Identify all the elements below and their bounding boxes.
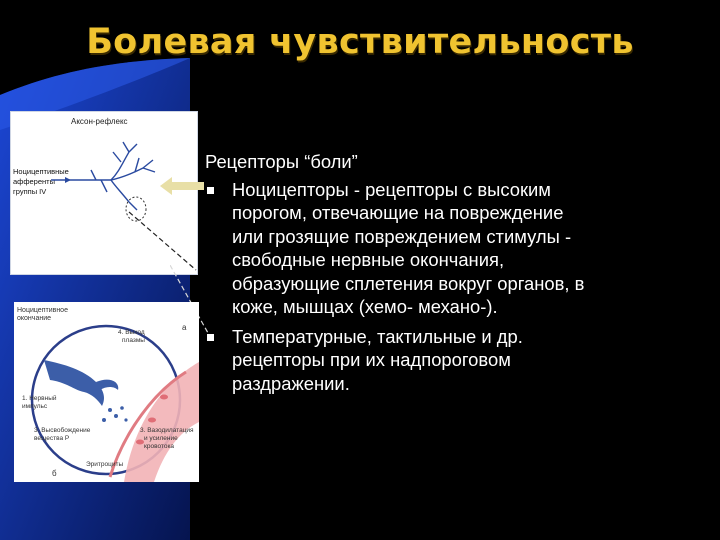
pointer-arrow-icon	[160, 176, 204, 196]
fig-label: плазмы	[122, 337, 145, 344]
bullet-text-line: раздражении.	[232, 372, 350, 394]
fig-label: окончание	[17, 315, 52, 322]
fig-label: 3. Высвобождение	[34, 427, 91, 434]
bullet-item	[205, 178, 705, 319]
fig-label: кровотока	[144, 443, 175, 450]
bullet-text-line: свободные нервные окончания,	[232, 249, 505, 270]
slide-body	[205, 150, 705, 401]
fig-label: 4. Выход	[118, 329, 145, 336]
bullet-text-line: коже, мышцах (хемо- механо-).	[232, 296, 498, 317]
section-heading: Рецепторы “боли”	[205, 151, 358, 172]
afferent-label-line: Ноцицептивные	[13, 167, 69, 176]
figure-caption: Аксон-рефлекс	[71, 117, 128, 126]
bullet-text-line: порогом, отвечающие на повреждение	[232, 202, 564, 223]
bullet-item	[205, 325, 705, 396]
afferent-label-line: группы IV	[13, 187, 47, 196]
bullet-text-line: или грозящие повреждением стимулы -	[232, 225, 572, 247]
fig-corner-label: б	[52, 469, 57, 478]
bullet-marker-icon	[207, 334, 214, 341]
fig-label: Эритроциты	[86, 461, 124, 468]
fig-label: 1. Нервный	[22, 395, 57, 402]
bullet-marker-icon	[207, 187, 214, 194]
afferent-label-line: афференты	[13, 177, 55, 186]
fig-label: импульс	[22, 403, 48, 410]
fig-corner-label: а	[182, 323, 187, 332]
fig-label: вещества Р	[34, 435, 70, 442]
fig-label: Ноцицептивное	[17, 307, 68, 314]
bullet-text-line: рецепторы при их надпороговом	[232, 349, 511, 370]
bullet-text-line: образующие сплетения вокруг органов, в	[232, 272, 585, 294]
bullet-text-line: Ноцицепторы - рецепторы с высоким	[232, 178, 551, 200]
nociceptor-detail-figure	[14, 302, 199, 482]
fig-label: 3. Вазодилатация	[140, 427, 194, 434]
bullet-text-line: Температурные, тактильные и др.	[232, 325, 523, 347]
slide-title: Болевая чувствительность	[86, 22, 634, 62]
fig-label: и усиление	[144, 435, 178, 442]
